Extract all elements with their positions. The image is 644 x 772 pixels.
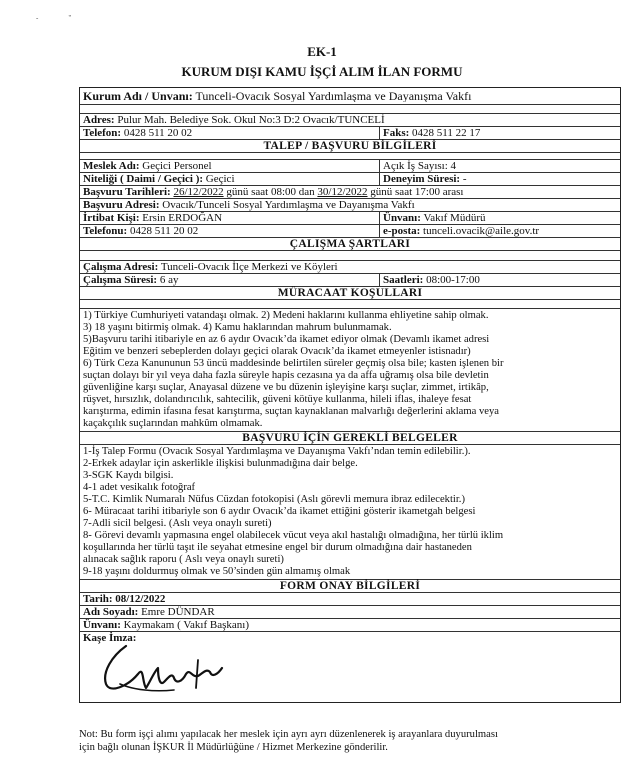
occupation-value: Geçici Personel (142, 160, 212, 172)
approval-title-row (80, 619, 620, 632)
phone-value: 0428 511 20 02 (123, 127, 193, 139)
contact-title-value: Vakıf Müdürü (423, 212, 486, 224)
hours-label: Saatleri: (383, 274, 424, 286)
address-value: Pulur Mah. Belediye Sok. Okul No:3 D:2 Ovacık/TUNCELİ (117, 114, 385, 126)
application-dates-row (80, 186, 620, 199)
approval-name-value: Emre DÜNDAR (141, 606, 215, 618)
time-end: 17:00 arası (414, 186, 464, 198)
apply-address-row (80, 199, 620, 212)
document-line: 1-İş Talep Formu (Ovacık Sosyal Yardımlaşma ve Dayanışma Vakfı’ndan temin edilebilir.). (83, 446, 471, 457)
apply-address-label: Başvuru Adresi: (83, 199, 160, 211)
document-line: 9-18 yaşını doldurmuş olmak ve 50’sinden gün almamış olmak (83, 566, 351, 577)
experience-value: - (462, 173, 467, 185)
document-line: koşullarında her türlü taşıt ile seyahat etmesine engel bir durum olmadığına dair hastaneden (83, 542, 472, 553)
spacer-row (80, 153, 620, 160)
note-line: Not: Bu form işçi alımı yapılacak her meslek için ayrı ayrı düzenlenerek iş arayanlara duyurulması (79, 729, 498, 740)
email-value: tunceli.ovacik@aile.gov.tr (423, 225, 540, 237)
experience-label: Deneyim Süresi: (383, 173, 461, 185)
date-end: 30/12/2022 (317, 186, 368, 198)
announcement-form (79, 87, 621, 703)
stamp-signature-label: Kaşe İmza: (83, 632, 137, 644)
approval-date-label: Tarih: (83, 593, 113, 605)
work-duration-row (80, 274, 620, 287)
condition-line: suçtan dolayı bir yıl veya daha fazla süreyle hapis cezasına ya da affa uğramış olsa bile devletin (83, 370, 489, 381)
duration-label: Çalışma Süresi: (83, 274, 158, 286)
institution-name: Tunceli-Ovacık Sosyal Yardımlaşma ve Dayanışma Vakfı (195, 90, 472, 102)
note-line: için bağlı olunan İŞKUR İl Müdürlüğüne / Hizmet Merkezine gönderilir. (79, 742, 388, 753)
section-working-title: ÇALIŞMA ŞARTLARI (80, 238, 620, 251)
spacer-row (80, 251, 620, 261)
approval-name-row (80, 606, 620, 619)
section-request-title: TALEP / BAŞVURU BİLGİLERİ (80, 140, 620, 153)
condition-line: 5)Başvuru tarihi itibariyle en az 6 aydır Ovacık’da ikamet ediyor olmak (Devamlı ikamet adresi (83, 334, 490, 345)
condition-line: kaçakçılık suçlarından mahkûm olmamak. (83, 418, 263, 429)
hours-value: 08:00-17:00 (426, 274, 480, 286)
footer-note (79, 728, 624, 754)
conditions-block (80, 309, 620, 432)
approval-date-value: 08/12/2022 (115, 593, 166, 605)
document-line: 5-T.C. Kimlik Numaralı Nüfus Cüzdan fotokopisi (Aslı görevli memura ibraz edilecektir.) (83, 494, 465, 505)
scan-marks (36, 14, 101, 22)
duration-value: 6 ay (159, 274, 179, 286)
work-address-label: Çalışma Adresi: (83, 261, 159, 273)
occupation-row (80, 160, 620, 173)
condition-line: rüşvet, hırsızlık, dolandırıcılık, sahtecilik, güveni kötüye kullanma, hileli iflas, ihaleye fesat (83, 394, 472, 405)
date-start-suffix: günü saat (226, 186, 269, 198)
section-documents-title: BAŞVURU İÇİN GEREKLİ BELGELER (80, 432, 620, 445)
institution-row (80, 88, 620, 105)
phone-label: Telefon: (83, 127, 122, 139)
nature-value: Geçici (205, 173, 235, 185)
condition-line: güvenliğine karşı suçlar, Anayasal düzene ve bu düzenin işleyişine karşı suçlar, zimmet, irtikâp, (83, 382, 489, 393)
time-start: 08:00 dan (270, 186, 315, 198)
work-address-row (80, 261, 620, 274)
openings-label: Açık İş Sayısı: (383, 160, 448, 172)
approval-title-label: Ünvanı: (83, 619, 121, 631)
document-line: 8- Görevi devamlı yapmasına engel olabilecek vücut veya akıl hastalığı olmadığına, her türlü iklim (83, 530, 504, 541)
spacer-row (80, 300, 620, 309)
date-end-suffix: günü saat (370, 186, 413, 198)
address-row (80, 114, 620, 127)
contact-value: Ersin ERDOĞAN (142, 212, 223, 224)
date-start: 26/12/2022 (173, 186, 224, 198)
document-line: 4-1 adet vesikalık fotoğraf (83, 482, 196, 493)
contact-label: İrtibat Kişi: (83, 212, 140, 224)
corner-mark: " (68, 14, 102, 22)
fax-value: 0428 511 22 17 (412, 127, 481, 139)
stamp-signature-row (80, 632, 620, 702)
institution-label: Kurum Adı / Unvanı: (83, 90, 193, 102)
document-line: alınacak sağlık raporu ( Aslı veya onaylı sureti) (83, 554, 284, 565)
email-label: e-posta: (383, 225, 421, 237)
section-conditions-title: MÜRACAAT KOŞULLARI (80, 287, 620, 300)
annex-label: EK-1 (307, 44, 337, 59)
nature-label: Niteliği ( Daimi / Geçici ): (83, 173, 204, 185)
documents-block (80, 445, 620, 580)
approval-name-label: Adı Soyadı: (83, 606, 139, 618)
conditions-text (80, 309, 507, 431)
apply-address-value: Ovacık/Tunceli Sosyal Yardımlaşma ve Dayanışma Vakfı (162, 199, 415, 211)
contact-phone-row (80, 225, 620, 238)
documents-text (80, 445, 506, 579)
occupation-label: Meslek Adı: (83, 160, 140, 172)
spacer-row (80, 105, 620, 114)
form-title: KURUM DIŞI KAMU İŞÇİ ALIM İLAN FORMU (181, 64, 463, 79)
handwritten-signature (94, 638, 264, 700)
work-address-value: Tunceli-Ovacık İlçe Merkezi ve Köyleri (160, 261, 338, 273)
document-line: 7-Adli sicil belgesi. (Aslı veya onaylı sureti) (83, 518, 272, 529)
condition-line: Eğitim ve benzeri sebeplerden dolayı geçici olarak Ovacık’da ikamet etmeyenler istisnadır) (83, 346, 471, 357)
approval-title-value: Kaymakam ( Vakıf Başkanı) (123, 619, 250, 631)
address-label: Adres: (83, 114, 115, 126)
condition-line: 1) Türkiye Cumhuriyeti vatandaşı olmak. 2) Medeni haklarını kullanma ehliyetine sahip olmak. (83, 310, 489, 321)
approval-date-row (80, 593, 620, 606)
condition-line: karıştırma, edimin ifasına fesat karıştırma, suçtan kaynaklanan malvarlığı değerlerini aklama veya (83, 406, 499, 417)
nature-row (80, 173, 620, 186)
document-line: 6- Müracaat tarihi itibariyle son 6 aydır Ovacık’da ikamet ettiğini gösterir ikametgah belgesi (83, 506, 476, 517)
contact-title-label: Ünvanı: (383, 212, 421, 224)
phone-fax-row (80, 127, 620, 140)
contact-phone-value: 0428 511 20 02 (129, 225, 199, 237)
document-line: 3-SGK Kaydı bilgisi. (83, 470, 174, 481)
document-line: 2-Erkek adaylar için askerlikle ilişkisi bulunmadığına dair belge. (83, 458, 358, 469)
corner-mark: - (36, 14, 69, 22)
contact-phone-label: Telefonu: (83, 225, 128, 237)
condition-line: 3) 18 yaşını bitirmiş olmak. 4) Kamu haklarından mahrum bulunmamak. (83, 322, 392, 333)
fax-label: Faks: (383, 127, 410, 139)
dates-label: Başvuru Tarihleri: (83, 186, 171, 198)
section-approval-title: FORM ONAY BİLGİLERİ (80, 580, 620, 593)
openings-value: 4 (450, 160, 457, 172)
condition-line: 6) Türk Ceza Kanununun 53 üncü maddesinde belirtilen süreler geçmiş olsa bile; kasten işlenen bir (83, 358, 504, 369)
contact-row (80, 212, 620, 225)
